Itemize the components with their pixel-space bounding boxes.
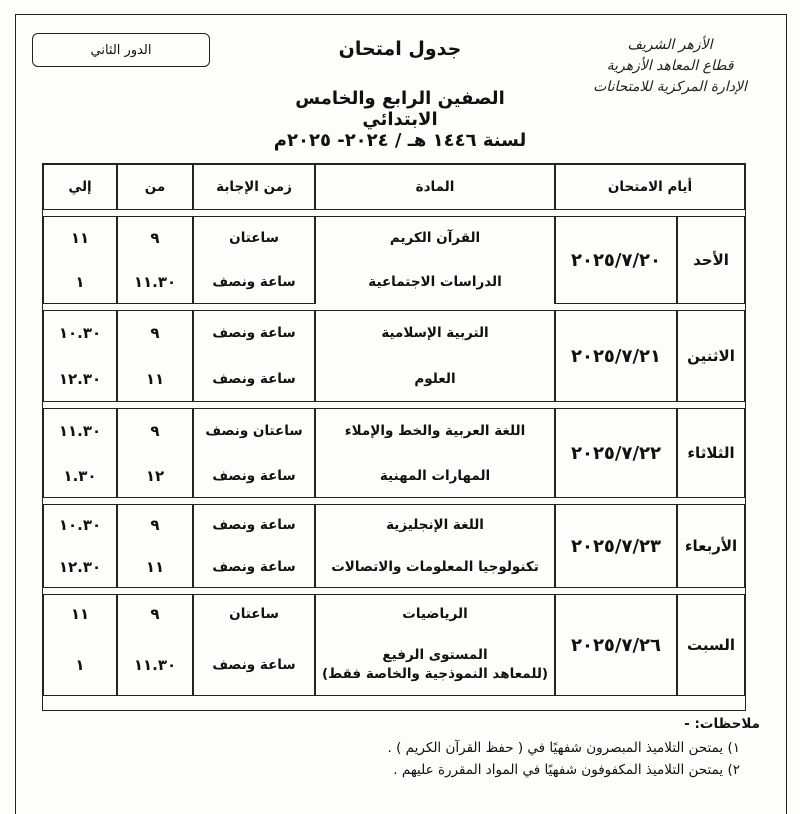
document-title: جدول امتحان: [338, 38, 462, 60]
day-name: السبت: [677, 594, 745, 696]
day-name: الأحد: [677, 216, 745, 304]
header-from: من: [117, 164, 193, 210]
start-time: ١١: [145, 370, 165, 388]
department-header: [570, 35, 770, 98]
header-days: أيام الامتحان: [555, 164, 745, 210]
header-duration: زمن الإجابة: [193, 164, 315, 210]
exam-date: ٢٠٢٥/٧/٢٦: [555, 594, 677, 696]
duration: ساعتان: [229, 230, 279, 246]
subject: القرآن الكريم: [389, 230, 481, 246]
subject: العلوم: [414, 371, 456, 387]
start-time: ١١: [145, 558, 165, 576]
end-time: ١: [75, 273, 85, 291]
subject: اللغة العربية والخط والإملاء: [344, 422, 526, 439]
duration: ساعة ونصف: [212, 371, 296, 387]
note-item: ٢) يمتحن التلاميذ المكفوفون شفهيًا في المواد المقررة عليهم .: [393, 762, 740, 778]
document-subtitle: الصفين الرابع والخامس الابتدائي: [295, 88, 505, 130]
end-time: ١٢.٣٠: [58, 370, 102, 388]
start-time: ٩: [150, 605, 160, 623]
start-time: ١١.٣٠: [133, 273, 177, 291]
duration: ساعة ونصف: [212, 467, 296, 484]
duration: ساعة ونصف: [212, 325, 296, 341]
duration: ساعتان ونصف: [205, 422, 303, 439]
end-time: ١.٣٠: [63, 466, 97, 485]
duration: ساعة ونصف: [212, 274, 296, 290]
subject: المستوى الرفيع: [382, 647, 488, 663]
department-line-1: الأزهر الشريف: [627, 37, 713, 53]
duration: ساعة ونصف: [212, 657, 296, 673]
start-time: ٩: [150, 516, 160, 534]
note-item: ١) يمتحن التلاميذ المبصرون شفهيًا في ( حفظ القرآن الكريم ) .: [387, 740, 740, 756]
start-time: ١١.٣٠: [133, 656, 177, 674]
exam-round-label: الدور الثاني: [32, 33, 210, 67]
start-time: ٩: [150, 421, 160, 440]
end-time: ١٠.٣٠: [58, 324, 102, 342]
start-time: ١٢: [145, 466, 165, 485]
end-time: ١١: [70, 229, 90, 247]
exam-date: ٢٠٢٥/٧/٢٣: [555, 504, 677, 588]
end-time: ١٢.٣٠: [58, 558, 102, 576]
duration: ساعة ونصف: [212, 559, 296, 575]
header-subject: المادة: [315, 164, 555, 210]
subject: تكنولوجيا المعلومات والاتصالات: [331, 559, 539, 575]
notes-heading: ملاحظات: -: [684, 716, 760, 732]
exam-schedule-table: [42, 163, 746, 711]
duration: ساعتان: [229, 606, 279, 622]
subject: التربية الإسلامية: [381, 325, 489, 341]
end-time: ١١: [70, 605, 90, 623]
day-name: الأربعاء: [677, 504, 745, 588]
department-line-3: الإدارة المركزية للامتحانات: [593, 79, 747, 95]
start-time: ٩: [150, 229, 160, 247]
subject: الرياضيات: [402, 606, 468, 622]
subject: الدراسات الاجتماعية: [368, 274, 502, 290]
end-time: ١١.٣٠: [58, 421, 102, 440]
day-name: الثلاثاء: [677, 408, 745, 498]
exam-date: ٢٠٢٥/٧/٢٢: [555, 408, 677, 498]
day-name: الاثنين: [677, 310, 745, 402]
subject-with-note: [315, 634, 555, 696]
header-to: إلي: [43, 164, 117, 210]
subject: المهارات المهنية: [379, 467, 491, 484]
end-time: ١: [75, 656, 85, 674]
academic-year: لسنة ١٤٤٦ هـ / ٢٠٢٤- ٢٠٢٥م: [273, 130, 527, 151]
subject-note: (للمعاهد النموذجية والخاصة فقط): [321, 666, 549, 682]
department-line-2: قطاع المعاهد الأزهرية: [606, 58, 734, 74]
subject: اللغة الإنجليزية: [386, 517, 484, 533]
exam-date: ٢٠٢٥/٧/٢١: [555, 310, 677, 402]
end-time: ١٠.٣٠: [58, 516, 102, 534]
start-time: ٩: [150, 324, 160, 342]
duration: ساعة ونصف: [212, 517, 296, 533]
exam-date: ٢٠٢٥/٧/٢٠: [555, 216, 677, 304]
